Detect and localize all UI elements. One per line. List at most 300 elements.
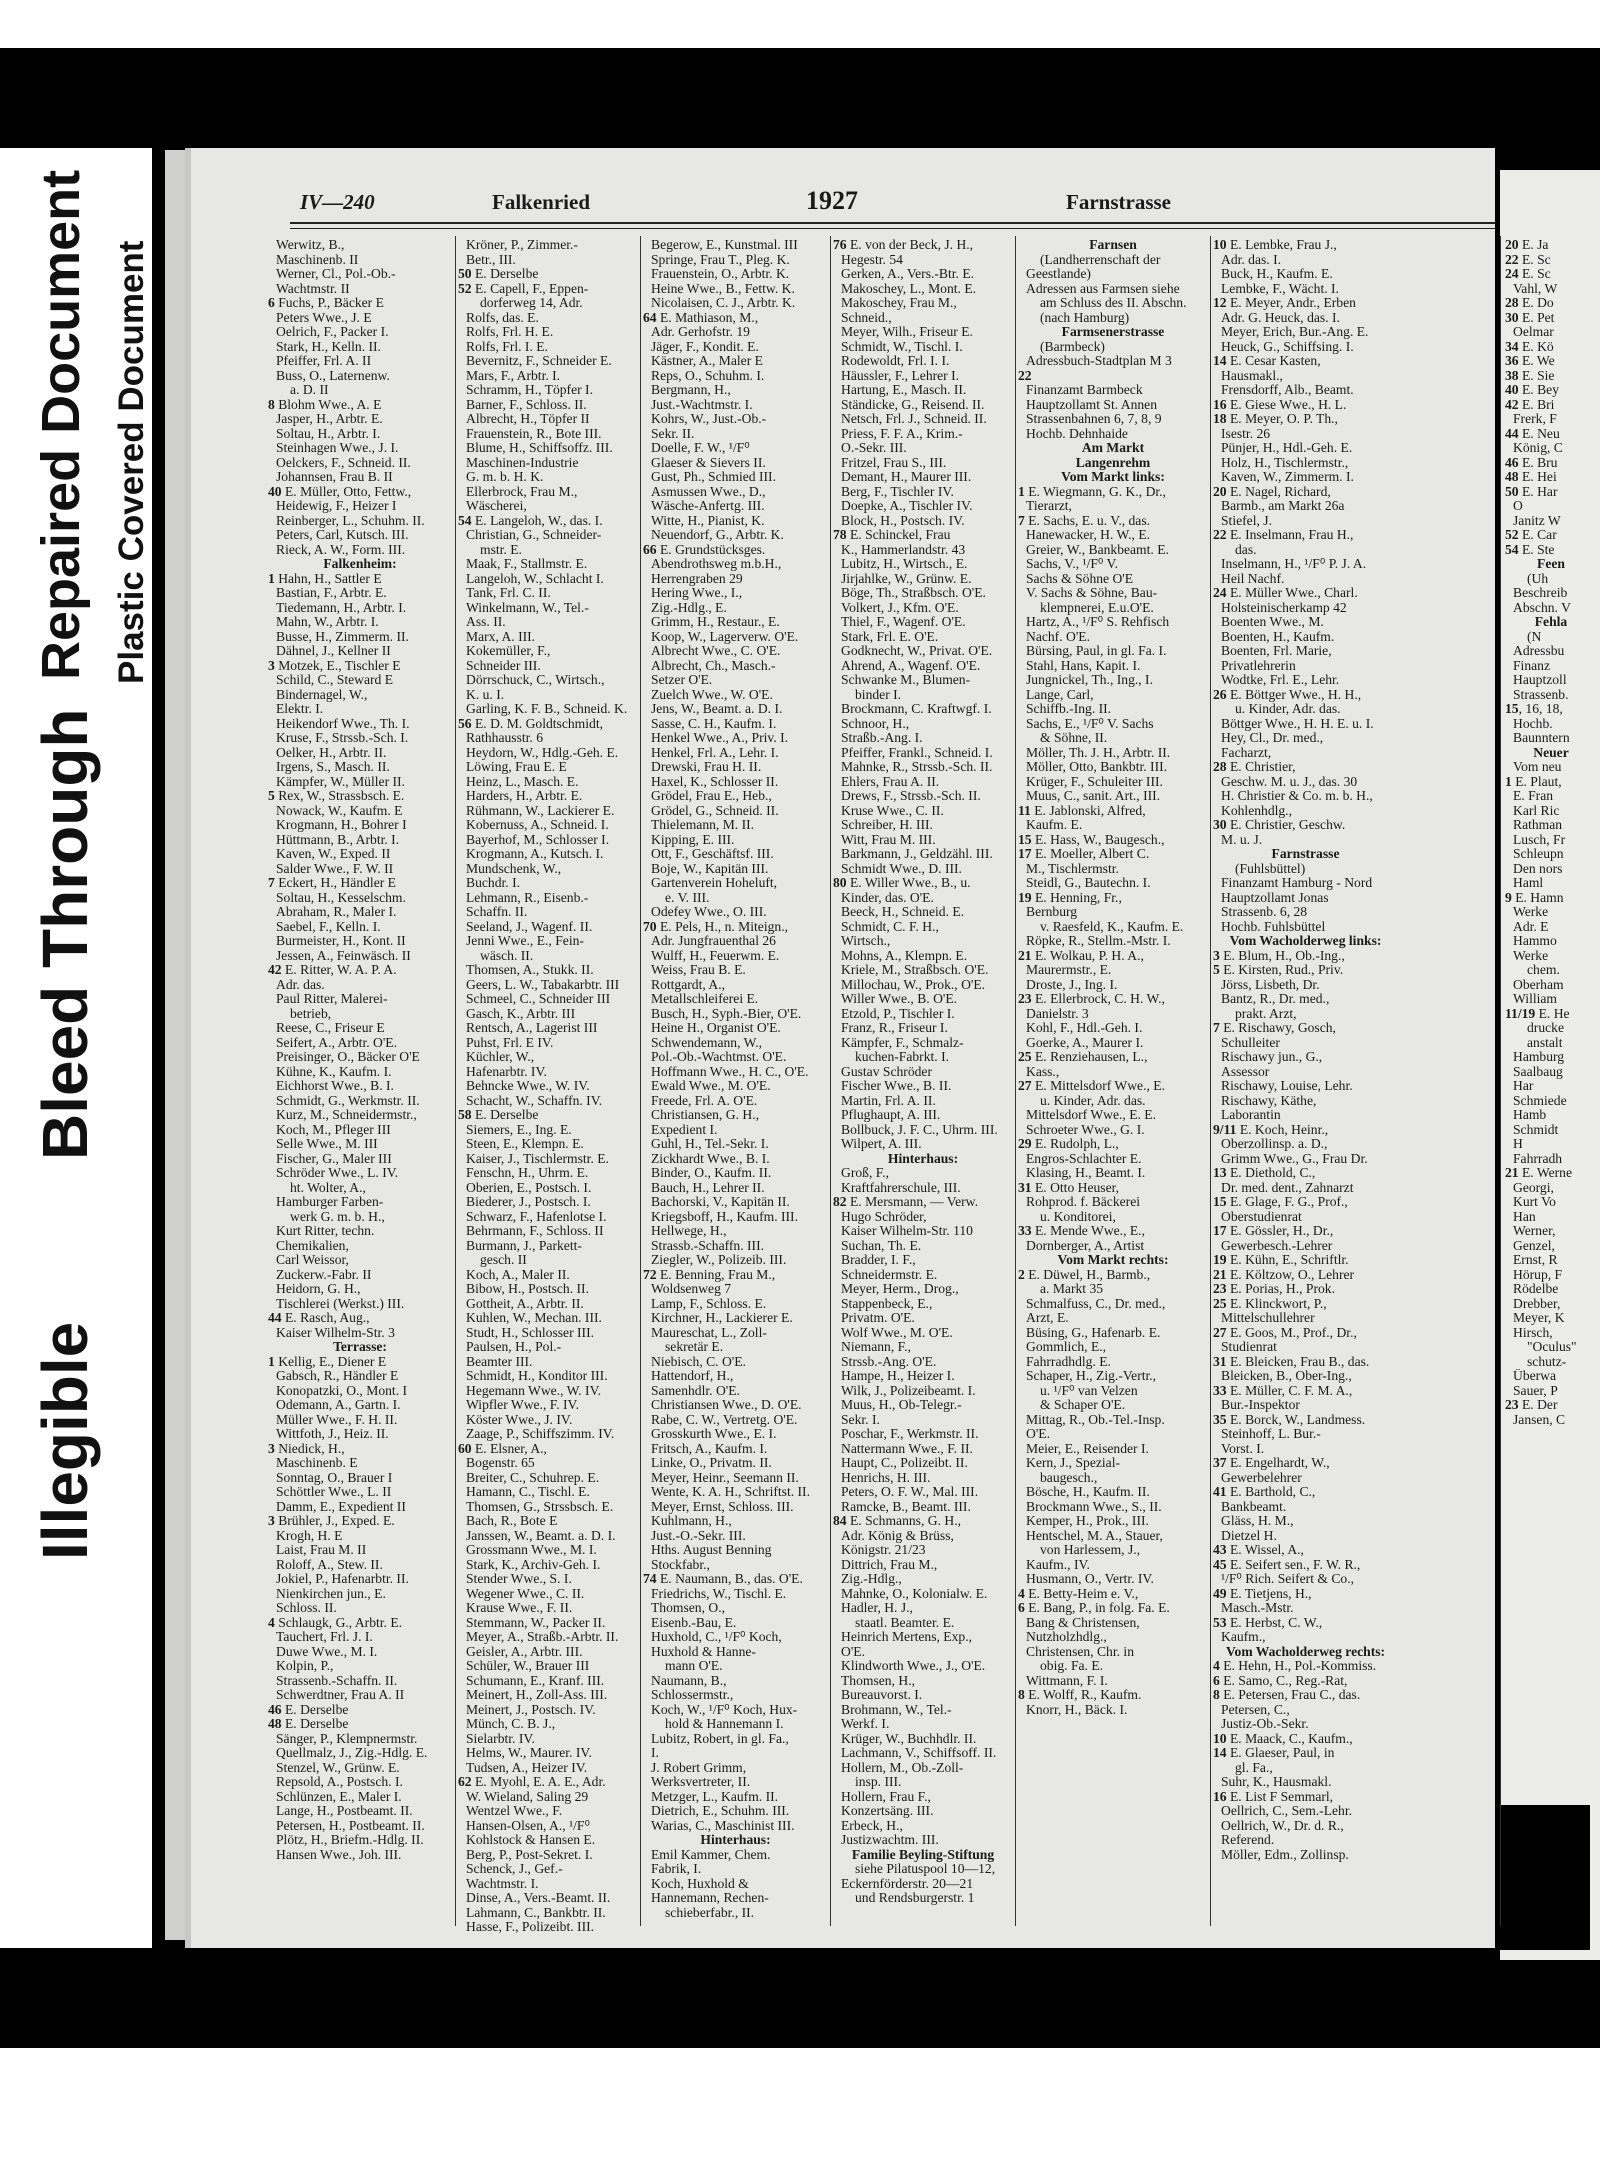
entry-line: 33 E. Müller, C. F. M. A.,	[1213, 1383, 1353, 1398]
entry-line: Rentsch, A., Lagerist III	[466, 1021, 598, 1035]
entry-line: Rieck, A. W., Form. III.	[276, 542, 406, 557]
entry-line: E. Fran	[1513, 789, 1554, 803]
entry-line: Rohprod. f. Bäckerei	[1026, 1195, 1141, 1209]
entry-line: Fehla	[1534, 615, 1568, 629]
entry-line: Dietrich, E., Schuhm. III.	[651, 1804, 790, 1818]
entry-line: Oelrich, F., Packer I.	[276, 325, 389, 339]
entry-line: Metallschleiferei E.	[651, 992, 759, 1006]
entry-line: Hauptzollamt Jonas	[1221, 890, 1329, 905]
entry-line: Quellmalz, J., Zig.-Hdlg. E.	[276, 1746, 428, 1760]
entry-line: 9/11 E. Koch, Heinr.,	[1213, 1122, 1329, 1137]
entry-line: Vom Markt links:	[1061, 470, 1165, 484]
entry-line: Berg, F., Tischler IV.	[841, 484, 954, 499]
entry-line: Bogenstr. 65	[466, 1456, 535, 1470]
entry-line: 28 E. Do	[1505, 296, 1554, 310]
entry-line: Nicolaisen, C. J., Arbtr. K.	[651, 296, 796, 310]
entry-line: Rabe, C. W., Vertretg. O'E.	[651, 1412, 798, 1427]
entry-line: Schramm, H., Töpfer I.	[466, 383, 593, 397]
entry-line: Oellrich, W., Dr. d. R.,	[1221, 1818, 1344, 1833]
entry-line: Bindernagel, W.,	[276, 687, 368, 702]
entry-line: M. u. J.	[1221, 832, 1263, 847]
left-running-head: Falkenried	[492, 190, 590, 214]
entry-line: Farnsen	[1089, 238, 1137, 252]
entry-line: Kröner, P., Zimmer.-	[466, 238, 578, 252]
directory-column-6	[1213, 238, 1398, 1862]
entry-line: Fahrradh	[1513, 1151, 1563, 1166]
directory-column-3	[643, 238, 828, 1920]
entry-line: Betr., III.	[466, 252, 516, 267]
entry-line: Zickhardt Wwe., B. I.	[651, 1151, 770, 1166]
entry-line: Kern, J., Spezial-	[1026, 1456, 1120, 1470]
entry-line: Bauch, H., Lehrer II.	[651, 1180, 765, 1195]
entry-line: Schüler, W., Brauer III	[466, 1659, 590, 1673]
entry-line: Kass.,	[1026, 1064, 1060, 1079]
entry-line: Schröder Wwe., L. IV.	[276, 1166, 399, 1180]
entry-line: Dornberger, A., Artist	[1026, 1238, 1145, 1253]
entry-line: "Oculus"	[1527, 1340, 1577, 1354]
entry-line: Frauenstein, R., Bote III.	[466, 426, 602, 441]
entry-line: Fischer, G., Maler III	[276, 1151, 392, 1166]
entry-line: Baunntern	[1513, 731, 1570, 745]
entry-line: Kohlstock & Hansen E.	[466, 1833, 596, 1847]
entry-line: Maschinenb. II	[276, 252, 359, 267]
entry-line: 41 E. Barthold, C.,	[1213, 1485, 1316, 1499]
entry-line: Eichhorst Wwe., B. I.	[276, 1079, 394, 1093]
entry-line: 5 Rex, W., Strassbsch. E.	[268, 789, 405, 803]
entry-line: Asmussen Wwe., D.,	[651, 484, 766, 499]
entry-line: Behncke Wwe., W. IV.	[466, 1079, 590, 1093]
entry-line: Geisler, A., Arbtr. III.	[466, 1644, 583, 1659]
entry-line: 23 E. Der	[1505, 1398, 1558, 1412]
entry-line: Begerow, E., Kunstmal. III	[651, 238, 798, 252]
entry-line: Emil Kammer, Chem.	[651, 1847, 771, 1862]
entry-line: Geestlande)	[1026, 267, 1091, 281]
entry-line: Hollern, Frau F.,	[841, 1789, 931, 1804]
entry-line: 34 E. Kö	[1505, 339, 1554, 354]
entry-line: Wente, K. A. H., Schriftst. II.	[651, 1485, 810, 1499]
entry-line: Maurermstr., E.	[1026, 963, 1112, 977]
entry-line: 50 E. Derselbe	[458, 267, 539, 281]
entry-line: Doepke, A., Tischler IV.	[841, 499, 973, 513]
entry-line: (N	[1527, 629, 1542, 644]
entry-line: Strassenb.-Schaffn. II.	[276, 1673, 398, 1688]
entry-line: Stender Wwe., S. I.	[466, 1572, 572, 1586]
entry-line: von Harlessem, J.,	[1040, 1543, 1141, 1557]
directory-column-1	[268, 238, 452, 1862]
entry-line: 58 E. Derselbe	[458, 1108, 539, 1122]
entry-line: Behrmann, F., Schloss. II	[466, 1224, 604, 1238]
entry-line: Knorr, H., Bäck. I.	[1026, 1702, 1128, 1717]
entry-line: Grosskurth Wwe., E. I.	[651, 1427, 777, 1441]
entry-line: 31 E. Otto Heuser,	[1018, 1180, 1120, 1195]
entry-line: Meyer, Heinr., Seemann II.	[651, 1470, 799, 1485]
entry-line: Farnstrasse	[1271, 847, 1340, 861]
entry-line: Stark, H., Kelln. II.	[276, 339, 381, 354]
entry-line: Nachf. O'E.	[1026, 629, 1090, 644]
entry-line: Kriegsboff, H., Kaufm. III.	[651, 1209, 798, 1224]
entry-line: Neuendorf, G., Arbtr. K.	[651, 528, 784, 542]
entry-line: 1 Kellig, E., Diener E	[268, 1354, 387, 1369]
entry-line: Haupt, C., Polizeibt. II.	[841, 1456, 968, 1470]
entry-line: Gust, Ph., Schmied III.	[651, 470, 776, 484]
entry-line: klempnerei, E.u.O'E.	[1040, 600, 1154, 615]
entry-line: William	[1513, 992, 1558, 1006]
entry-line: Schwanke M., Blumen-	[841, 673, 971, 687]
entry-line: Studt, H., Schlosser III.	[466, 1325, 594, 1340]
entry-line: Hamann, C., Tischl. E.	[466, 1485, 590, 1499]
entry-line: Garling, K. F. B., Schneid. K.	[466, 702, 628, 716]
entry-line: Pfeiffer, Frankl., Schneid. I.	[841, 745, 993, 760]
entry-line: Bang & Christensen,	[1026, 1615, 1140, 1630]
entry-line: Hansen-Olsen, A., ¹/F⁰	[466, 1818, 590, 1833]
entry-line: Lehmann, R., Eisenb.-	[466, 890, 589, 905]
entry-line: Abraham, R., Maler I.	[276, 905, 397, 919]
entry-line: Peters Wwe., J. E	[276, 310, 372, 325]
entry-line: chem.	[1527, 963, 1560, 977]
entry-line: (Fuhlsbüttel)	[1235, 861, 1306, 876]
entry-line: Kaven, W., Exped. II	[276, 847, 391, 861]
entry-line: Grimm, H., Restaur., E.	[651, 615, 780, 629]
entry-line: a. D. II	[290, 383, 329, 397]
entry-line: Thiel, F., Wagenf. O'E.	[841, 615, 966, 629]
entry-line: Kaven, W., Zimmerm. I.	[1221, 470, 1354, 484]
entry-line: 84 E. Schmanns, G. H.,	[833, 1514, 961, 1528]
entry-line: O.-Sekr. III.	[841, 441, 907, 455]
entry-line: Hochb.	[1513, 716, 1553, 731]
entry-line: Frauenstein, O., Arbtr. K.	[651, 267, 790, 281]
entry-line: Fenschn, H., Uhrm. E.	[466, 1166, 589, 1180]
entry-line: Rolfs, das. E.	[466, 310, 539, 325]
entry-line: Siemers, E., Ing. E.	[466, 1122, 572, 1137]
entry-line: Oberstudienrat	[1221, 1209, 1302, 1224]
entry-line: Priess, F. F. A., Krim.-	[841, 426, 963, 441]
entry-line: Justiz-Ob.-Sekr.	[1221, 1717, 1309, 1731]
entry-line: Fahrradhdlg. E.	[1026, 1354, 1111, 1369]
entry-line: Bösche, H., Kaufm. II.	[1026, 1485, 1150, 1499]
entry-line: Busse, H., Zimmerm. II.	[276, 629, 409, 644]
entry-line: Jansen, C	[1513, 1412, 1566, 1427]
entry-line: Gewerbesch.-Lehrer	[1221, 1238, 1333, 1253]
entry-line: Engros-Schlachter E.	[1026, 1151, 1142, 1166]
entry-line: Finanz	[1513, 658, 1550, 673]
entry-line: Selle Wwe., M. III	[276, 1137, 378, 1151]
entry-line: 45 E. Seifert sen., F. W. R.,	[1213, 1557, 1361, 1572]
entry-line: Hasse, F., Polizeibt. III.	[466, 1920, 595, 1934]
entry-line: 25 E. Klinckwort, P.,	[1213, 1296, 1327, 1311]
entry-line: Hammo	[1513, 934, 1557, 948]
entry-line: Straßb.-Ang. I.	[841, 731, 923, 745]
entry-line: Gerken, A., Vers.-Btr. E.	[841, 267, 975, 281]
entry-line: Werksvertreter, II.	[651, 1775, 751, 1789]
entry-line: Biederer, J., Postsch. I.	[466, 1195, 591, 1209]
entry-line: 60 E. Elsner, A.,	[458, 1441, 547, 1456]
entry-line: Kaufm., IV.	[1026, 1557, 1090, 1572]
entry-line: 29 E. Rudolph, L.,	[1018, 1137, 1119, 1151]
entry-line: 36 E. We	[1505, 354, 1555, 368]
entry-line: Saebel, F., Kelln. I.	[276, 919, 381, 934]
entry-line: Schwarz, F., Hafenlotse I.	[466, 1209, 607, 1224]
entry-line: Damm, E., Expedient II	[276, 1499, 406, 1514]
entry-line: Freede, Frl. A. O'E.	[651, 1093, 758, 1108]
entry-line: Henkel, Frl. A., Lehr. I.	[651, 745, 779, 760]
entry-line: 18 E. Meyer, O. P. Th.,	[1213, 412, 1338, 426]
entry-line: Köster Wwe., J. IV.	[466, 1412, 573, 1427]
entry-line: Privatlehrerin	[1221, 658, 1296, 673]
entry-line: 62 E. Myohl, E. A. E., Adr.	[458, 1775, 606, 1789]
entry-line: Justizwachtm. III.	[841, 1833, 939, 1847]
entry-line: Schacht, W., Schaffn. IV.	[466, 1093, 603, 1108]
entry-line: Adr. König & Brüss,	[841, 1528, 954, 1543]
entry-line: 52 E. Car	[1505, 528, 1557, 542]
entry-line: 3 Niedick, H.,	[268, 1441, 345, 1456]
entry-line: Sachs, V., ¹/F⁰ V.	[1026, 557, 1119, 571]
entry-line: J. Robert Grimm,	[651, 1760, 747, 1775]
entry-line: u. ¹/F⁰ van Velzen	[1040, 1383, 1138, 1398]
entry-line: Rolfs, Frl. H. E.	[466, 325, 554, 339]
entry-line: Zuckerw.-Fabr. II	[276, 1267, 372, 1282]
entry-line: Vahl, W	[1513, 281, 1558, 296]
entry-line: 24 E. Sc	[1505, 267, 1551, 281]
entry-line: 30 E. Pet	[1505, 310, 1555, 325]
entry-line: Den nors	[1513, 861, 1563, 876]
entry-line: Soltau, H., Kesselschm.	[276, 890, 406, 905]
entry-line: Hartung, E., Masch. II.	[841, 383, 967, 397]
entry-line: Kästner, A., Maler E	[651, 354, 763, 368]
entry-line: 56 E. D. M. Goldtschmidt,	[458, 716, 603, 731]
entry-line: Bürsing, Paul, in gl. Fa. I.	[1026, 644, 1167, 658]
entry-line: Stenzel, W., Grünw. E.	[276, 1760, 400, 1775]
entry-line: 26 E. Böttger Wwe., H. H.,	[1213, 687, 1362, 702]
entry-line: Karl Ric	[1513, 803, 1560, 818]
entry-line: Droste, J., Ing. I.	[1026, 977, 1118, 992]
entry-line: Bur.-Inspektor	[1221, 1398, 1300, 1412]
entry-line: Chemikalien,	[276, 1238, 349, 1253]
directory-column-4	[833, 238, 1013, 1906]
entry-line: Reese, C., Friseur E	[276, 1021, 385, 1035]
entry-line: Lahmann, C., Bankbtr. II.	[466, 1905, 606, 1920]
entry-line: Burmann, J., Parkett-	[466, 1238, 582, 1253]
entry-line: Küchler, W.,	[466, 1050, 535, 1064]
entry-line: Feen	[1537, 557, 1565, 571]
entry-line: Hamburg	[1513, 1050, 1565, 1064]
entry-line: (Barmbeck)	[1040, 339, 1105, 354]
entry-line: 15 E. Hass, W., Baugesch.,	[1018, 832, 1165, 847]
entry-line: Bureauvorst. I.	[841, 1688, 923, 1702]
entry-line: Guhl, H., Tel.-Sekr. I.	[651, 1137, 769, 1151]
entry-line: 1 E. Plaut,	[1505, 774, 1562, 789]
entry-line: 7 Eckert, H., Händler E	[268, 876, 396, 890]
entry-line: Niebisch, C. O'E.	[651, 1354, 746, 1369]
entry-line: Mahn, W., Arbtr. I.	[276, 615, 379, 629]
entry-line: Arzt, E.	[1026, 1311, 1069, 1325]
entry-line: Kruse, F., Strssb.-Sch. I.	[276, 731, 409, 745]
entry-line: Ott, F., Geschäftsf. III.	[651, 847, 774, 861]
entry-line: 4 Schlaugk, G., Arbtr. E.	[268, 1615, 403, 1630]
entry-line: Kraftfahrerschule, III.	[841, 1180, 961, 1195]
entry-line: Lange, H., Postbeamt. II.	[276, 1804, 413, 1818]
entry-line: Schneider III.	[466, 658, 541, 673]
entry-line: Schmalfuss, C., Dr. med.,	[1026, 1296, 1166, 1311]
entry-line: 48 E. Hei	[1505, 470, 1557, 484]
entry-line: Zig.-Hdlg.,	[841, 1572, 902, 1586]
entry-line: Repsold, A., Postsch. I.	[276, 1775, 403, 1789]
entry-line: Studienrat	[1221, 1340, 1277, 1354]
entry-line: Privatm. O'E.	[841, 1311, 915, 1325]
entry-line: Fischer Wwe., B. II.	[841, 1079, 952, 1093]
entry-line: Schreiber, H. III.	[841, 818, 933, 832]
entry-line: Barner, F., Schloss. II.	[466, 397, 587, 412]
entry-line: Langeloh, W., Schlacht I.	[466, 571, 604, 586]
entry-line: 44 E. Neu	[1505, 426, 1560, 441]
entry-line: Han	[1513, 1209, 1536, 1224]
entry-line: Münch, C. B. J.,	[466, 1717, 556, 1731]
entry-line: Winkelmann, W., Tel.-	[466, 600, 589, 615]
entry-line: Tauchert, Frl. J. I.	[276, 1630, 373, 1644]
entry-line: Hentschel, M. A., Stauer,	[1026, 1528, 1163, 1543]
entry-line: Ass. II.	[466, 615, 506, 629]
entry-line: Steidl, G., Bautechn. I.	[1026, 876, 1151, 890]
entry-line: Hugo Schröder,	[841, 1209, 927, 1224]
entry-line: Hannemann, Rechen-	[651, 1891, 769, 1905]
entry-line: Berg, P., Post-Sekret. I.	[466, 1847, 593, 1862]
entry-line: Witte, H., Pianist, K.	[651, 513, 765, 528]
entry-line: Boenten Wwe., M.	[1221, 615, 1324, 629]
entry-line: Albrecht, Ch., Masch.-	[651, 658, 776, 673]
entry-line: Thielemann, M. II.	[651, 818, 755, 832]
entry-line: Tudsen, A., Heizer IV.	[466, 1760, 588, 1775]
entry-line: Wirtsch.,	[841, 934, 891, 948]
entry-line: Beeck, H., Schneid. E.	[841, 905, 965, 919]
entry-line: & Söhne, II.	[1040, 731, 1108, 745]
entry-line: Nowack, W., Kaufm. E	[276, 803, 403, 818]
entry-line: 21 E. Wolkau, P. H. A.,	[1018, 948, 1144, 963]
entry-line: Just.-Wachtmstr. I.	[651, 397, 753, 412]
entry-line: Schmiede	[1513, 1093, 1567, 1108]
entry-line: Schmidt	[1513, 1122, 1559, 1137]
entry-line: Hauptzollamt St. Annen	[1026, 397, 1158, 412]
entry-line: Paulsen, H., Pol.-	[466, 1340, 562, 1354]
entry-line: Tierarzt,	[1026, 499, 1072, 513]
entry-line: Petersen, C.,	[1221, 1702, 1290, 1717]
entry-line: 54 E. Langeloh, W., das. I.	[458, 513, 603, 528]
entry-line: Muus, H., Ob-Telegr.-	[841, 1398, 962, 1412]
entry-line: Lange, Carl,	[1026, 687, 1094, 702]
entry-line: Inselmann, H., ¹/F⁰ P. J. A.	[1221, 557, 1367, 571]
entry-line: Vom Wacholderweg links:	[1229, 934, 1382, 948]
entry-line: Suhr, K., Hausmakl.	[1221, 1775, 1332, 1789]
entry-line: Ewald Wwe., M. O'E.	[651, 1079, 771, 1093]
entry-line: Harders, H., Arbtr. E.	[466, 789, 583, 803]
entry-line: Gottheit, A., Arbtr. II.	[466, 1296, 584, 1311]
entry-line: Nattermann Wwe., F. II.	[841, 1441, 973, 1456]
entry-line: Schmidt, H., Konditor III.	[466, 1369, 608, 1383]
entry-line: betrieb,	[290, 1006, 332, 1021]
entry-line: Jessen, A., Feinwäsch. II	[276, 948, 411, 963]
entry-line: Witt, Frau M. III.	[841, 832, 936, 847]
entry-line: Werwitz, B.,	[276, 238, 345, 252]
entry-line: G. m. b. H. K.	[466, 470, 544, 484]
entry-line: Eckernförderstr. 20—21	[841, 1876, 974, 1891]
entry-line: Warias, C., Maschinist III.	[651, 1818, 795, 1833]
entry-line: Soltau, H., Arbtr. I.	[276, 426, 381, 441]
entry-line: Hörup, F	[1513, 1267, 1563, 1282]
entry-line: Carl Weissor,	[276, 1253, 349, 1267]
entry-line: 33 E. Mende Wwe., E.,	[1018, 1224, 1145, 1238]
entry-line: Schmidt Wwe., D. III.	[841, 861, 962, 876]
entry-line: Genzel,	[1513, 1238, 1555, 1253]
entry-line: Kinder, das. O'E.	[841, 890, 934, 905]
entry-line: Husmann, O., Vertr. IV.	[1026, 1572, 1154, 1586]
entry-line: Konzertsäng. III.	[841, 1804, 934, 1818]
entry-line: Rodewoldt, Frl. I. I.	[841, 354, 950, 368]
entry-line: Heine Wwe., B., Fettw. K.	[651, 281, 795, 296]
entry-line: 17 E. Moeller, Albert C.	[1018, 847, 1150, 861]
entry-line: 23 E. Ellerbrock, C. H. W.,	[1018, 992, 1165, 1006]
entry-line: Stappenbeck, E.,	[841, 1296, 933, 1311]
entry-line: Sachs & Söhne O'E	[1026, 571, 1134, 586]
entry-line: Bayerhof, M., Schlosser I.	[466, 832, 610, 847]
entry-line: Kobernuss, A., Schneid. I.	[466, 818, 609, 832]
entry-line: Hüttmann, B., Arbtr. I.	[276, 832, 400, 847]
entry-line: Krüger, F., Schuleiter III.	[1026, 774, 1163, 789]
entry-line: u. Kinder, Adr. das.	[1235, 702, 1341, 716]
entry-line: Schloss. II.	[276, 1601, 337, 1615]
entry-line: 10 E. Maack, C., Kaufm.,	[1213, 1731, 1353, 1746]
entry-line: 74 E. Naumann, B., das. O'E.	[643, 1572, 803, 1586]
entry-line: Lachmann, V., Schiffsoff. II.	[841, 1746, 997, 1760]
entry-line: M., Tischlermstr.	[1026, 861, 1119, 876]
entry-line: Kirchner, H., Lackierer E.	[651, 1311, 793, 1325]
entry-line: Mittag, R., Ob.-Tel.-Insp.	[1026, 1412, 1165, 1427]
header-rule-thin	[290, 228, 1495, 229]
entry-line: Werke	[1513, 905, 1549, 919]
entry-line: Pflughaupt, A. III.	[841, 1108, 941, 1122]
entry-line: 21 E. Werne	[1505, 1166, 1572, 1180]
entry-line: Kuhlmann, H.,	[651, 1514, 732, 1528]
entry-line: Dittrich, Frau M.,	[841, 1557, 938, 1572]
entry-line: Referend.	[1221, 1833, 1275, 1847]
entry-line: (Landherrenschaft der	[1040, 252, 1161, 267]
entry-line: Woldsenweg 7	[651, 1282, 732, 1296]
entry-line: Makoschey, L., Mont. E.	[841, 281, 977, 296]
entry-line: 24 E. Müller Wwe., Charl.	[1213, 586, 1358, 600]
entry-line: Friedrichs, W., Tischl. E.	[651, 1586, 787, 1601]
entry-line: Zig.-Hdlg., E.	[651, 600, 727, 615]
entry-line: Schwerdtner, Frau A. II	[276, 1688, 405, 1702]
entry-line: Godknecht, W., Privat. O'E.	[841, 644, 993, 658]
entry-line: Salder Wwe., F. W. II	[276, 861, 394, 876]
scan-border-bottom	[0, 1948, 1600, 2048]
entry-line: Heidewig, F., Heizer I	[276, 499, 397, 513]
entry-line: Netsch, Frl. J., Schneid. II.	[841, 412, 987, 426]
column-divider	[830, 236, 831, 1926]
entry-line: Naumann, B.,	[651, 1673, 727, 1688]
entry-line: Puhst, Frl. E IV.	[466, 1035, 554, 1050]
entry-line: Samenhdlr. O'E.	[651, 1383, 740, 1398]
entry-line: Suchan, Th. E.	[841, 1238, 922, 1253]
entry-line: Hamb	[1513, 1108, 1547, 1122]
entry-line: Schumann, E., Kranf. III.	[466, 1673, 605, 1688]
entry-line: Werkf. I.	[841, 1717, 890, 1731]
entry-line: König, C	[1513, 441, 1563, 455]
entry-line: Schnoor, H.,	[841, 716, 910, 731]
entry-line: Mittelschullehrer	[1221, 1311, 1315, 1325]
entry-line: v. Raesfeld, K., Kaufm. E.	[1040, 919, 1184, 934]
entry-line: Groß, F.,	[841, 1166, 890, 1180]
entry-line: Holz, H., Tischlermstr.,	[1221, 455, 1349, 470]
entry-line: Christensen, Chr. in	[1026, 1644, 1134, 1659]
entry-line: Schmidt, W., Tischl. I.	[841, 339, 963, 354]
